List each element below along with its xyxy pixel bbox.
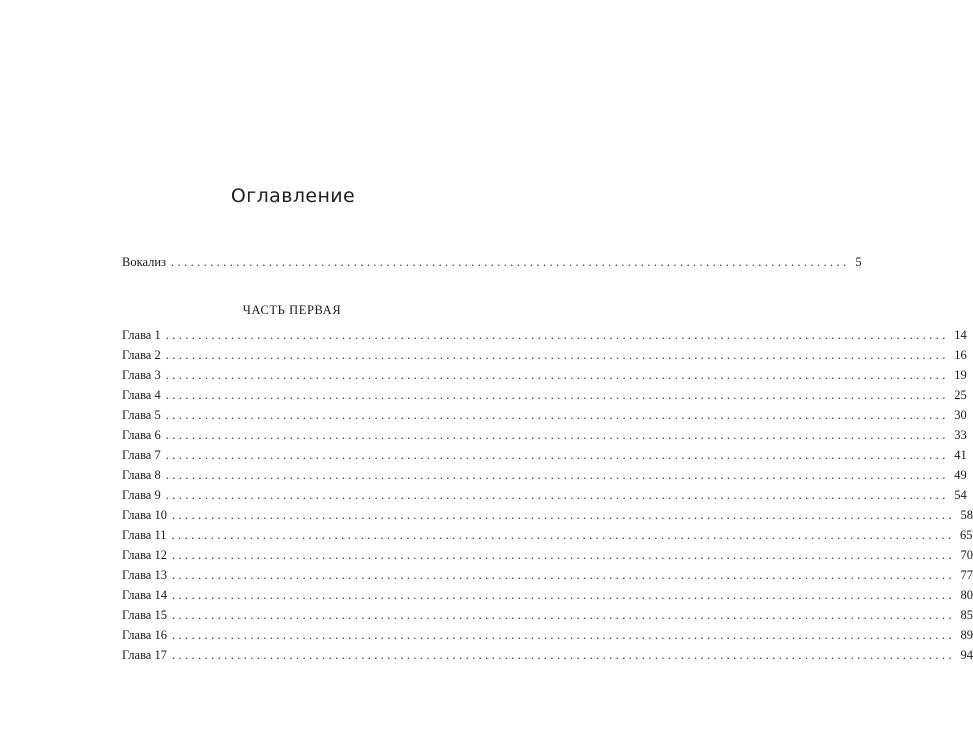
toc-entry-label: Глава 4 xyxy=(122,388,161,402)
toc-entry-label: Глава 1 xyxy=(122,328,161,342)
toc-entry-label: Глава 6 xyxy=(122,428,161,442)
toc-entry-label: Глава 9 xyxy=(122,488,161,502)
dot-leader: ........................................................................................................................ xyxy=(165,348,949,362)
toc-entry-chapter[interactable] xyxy=(122,405,967,425)
toc-entry-label: Глава 12 xyxy=(122,548,167,562)
toc-entry-chapter[interactable] xyxy=(122,645,973,665)
toc-entry-page: 54 xyxy=(954,488,967,502)
toc-entry-page: 33 xyxy=(954,428,967,442)
toc-entry-page: 85 xyxy=(960,608,973,622)
toc-entry-label: Глава 5 xyxy=(122,408,161,422)
toc-entry-chapter[interactable] xyxy=(122,325,967,345)
toc-entry-page: 25 xyxy=(954,388,967,402)
toc-entry-chapter[interactable] xyxy=(122,385,967,405)
dot-leader: ........................................................................................................................ xyxy=(165,488,949,502)
toc-entry-label: Вокализ xyxy=(122,255,166,269)
toc-entry-chapter[interactable] xyxy=(122,445,967,465)
toc-entry-label: Глава 15 xyxy=(122,608,167,622)
dot-leader: ........................................................................................................................ xyxy=(165,468,949,482)
toc-entry-page: 5 xyxy=(855,255,862,269)
dot-leader: ........................................................................................................................ xyxy=(171,508,955,522)
toc-entry-page: 89 xyxy=(960,628,973,642)
toc-entry-label: Глава 13 xyxy=(122,568,167,582)
toc-entry-page: 16 xyxy=(954,348,967,362)
toc-entry-chapter[interactable] xyxy=(122,345,967,365)
toc-entry-page: 41 xyxy=(954,448,967,462)
toc-entry-page: 65 xyxy=(960,528,973,542)
toc-entry-page: 94 xyxy=(960,648,973,662)
dot-leader: ........................................................................................................................ xyxy=(165,428,949,442)
toc-entry-chapter[interactable] xyxy=(122,525,973,545)
toc-entry-chapter[interactable] xyxy=(122,585,973,605)
toc-entry-page: 58 xyxy=(960,508,973,522)
toc-entry-chapter[interactable] xyxy=(122,425,967,445)
toc-entry-chapter[interactable] xyxy=(122,545,973,565)
dot-leader: ........................................................................................................................ xyxy=(171,628,955,642)
toc-entry-chapter[interactable] xyxy=(122,505,973,525)
toc-entry-label: Глава 11 xyxy=(122,528,167,542)
dot-leader: ........................................................................................................................ xyxy=(171,588,955,602)
toc-entry-page: 19 xyxy=(954,368,967,382)
toc-entry-chapter[interactable] xyxy=(122,485,967,505)
toc-entry-chapter[interactable] xyxy=(122,465,967,485)
dot-leader: ........................................................................................................................ xyxy=(165,328,949,342)
toc-entry-page: 30 xyxy=(954,408,967,422)
toc-entry-label: Глава 8 xyxy=(122,468,161,482)
toc-entry-label: Глава 7 xyxy=(122,448,161,462)
toc-entry-page: 14 xyxy=(954,328,967,342)
toc-entry-label: Глава 3 xyxy=(122,368,161,382)
chapter-list xyxy=(122,325,973,665)
toc-entry-page: 80 xyxy=(960,588,973,602)
toc-entry-label: Глава 2 xyxy=(122,348,161,362)
toc-entry-label: Глава 10 xyxy=(122,508,167,522)
dot-leader: ........................................................................................................................ xyxy=(165,448,949,462)
toc-entry-chapter[interactable] xyxy=(122,365,967,385)
dot-leader: ........................................................................................................................ xyxy=(171,648,955,662)
dot-leader: ........................................................................................................................ xyxy=(165,388,949,402)
toc-entry-page: 70 xyxy=(960,548,973,562)
dot-leader: ........................................................................................................................ xyxy=(171,528,955,542)
toc-entry-label: Глава 14 xyxy=(122,588,167,602)
part-heading: ЧАСТЬ ПЕРВАЯ xyxy=(242,303,342,317)
toc-entry-label: Глава 17 xyxy=(122,648,167,662)
dot-leader: ........................................................................................................................ xyxy=(171,568,955,582)
dot-leader: ........................................................................................................................ xyxy=(171,608,955,622)
dot-leader: ........................................................................................................................ xyxy=(165,368,949,382)
toc-entry-chapter[interactable] xyxy=(122,565,973,585)
dot-leader: ........................................................................................................................ xyxy=(165,408,949,422)
toc-entry-intro[interactable] xyxy=(122,252,862,272)
toc-entry-label: Глава 16 xyxy=(122,628,167,642)
toc-entry-chapter[interactable] xyxy=(122,605,973,625)
page-title: Оглавление xyxy=(230,185,356,207)
toc-entry-chapter[interactable] xyxy=(122,625,973,645)
table-of-contents xyxy=(122,252,973,665)
toc-entry-page: 49 xyxy=(954,468,967,482)
dot-leader: ........................................................................................................ xyxy=(171,255,850,269)
dot-leader: ........................................................................................................................ xyxy=(171,548,955,562)
toc-entry-page: 77 xyxy=(960,568,973,582)
